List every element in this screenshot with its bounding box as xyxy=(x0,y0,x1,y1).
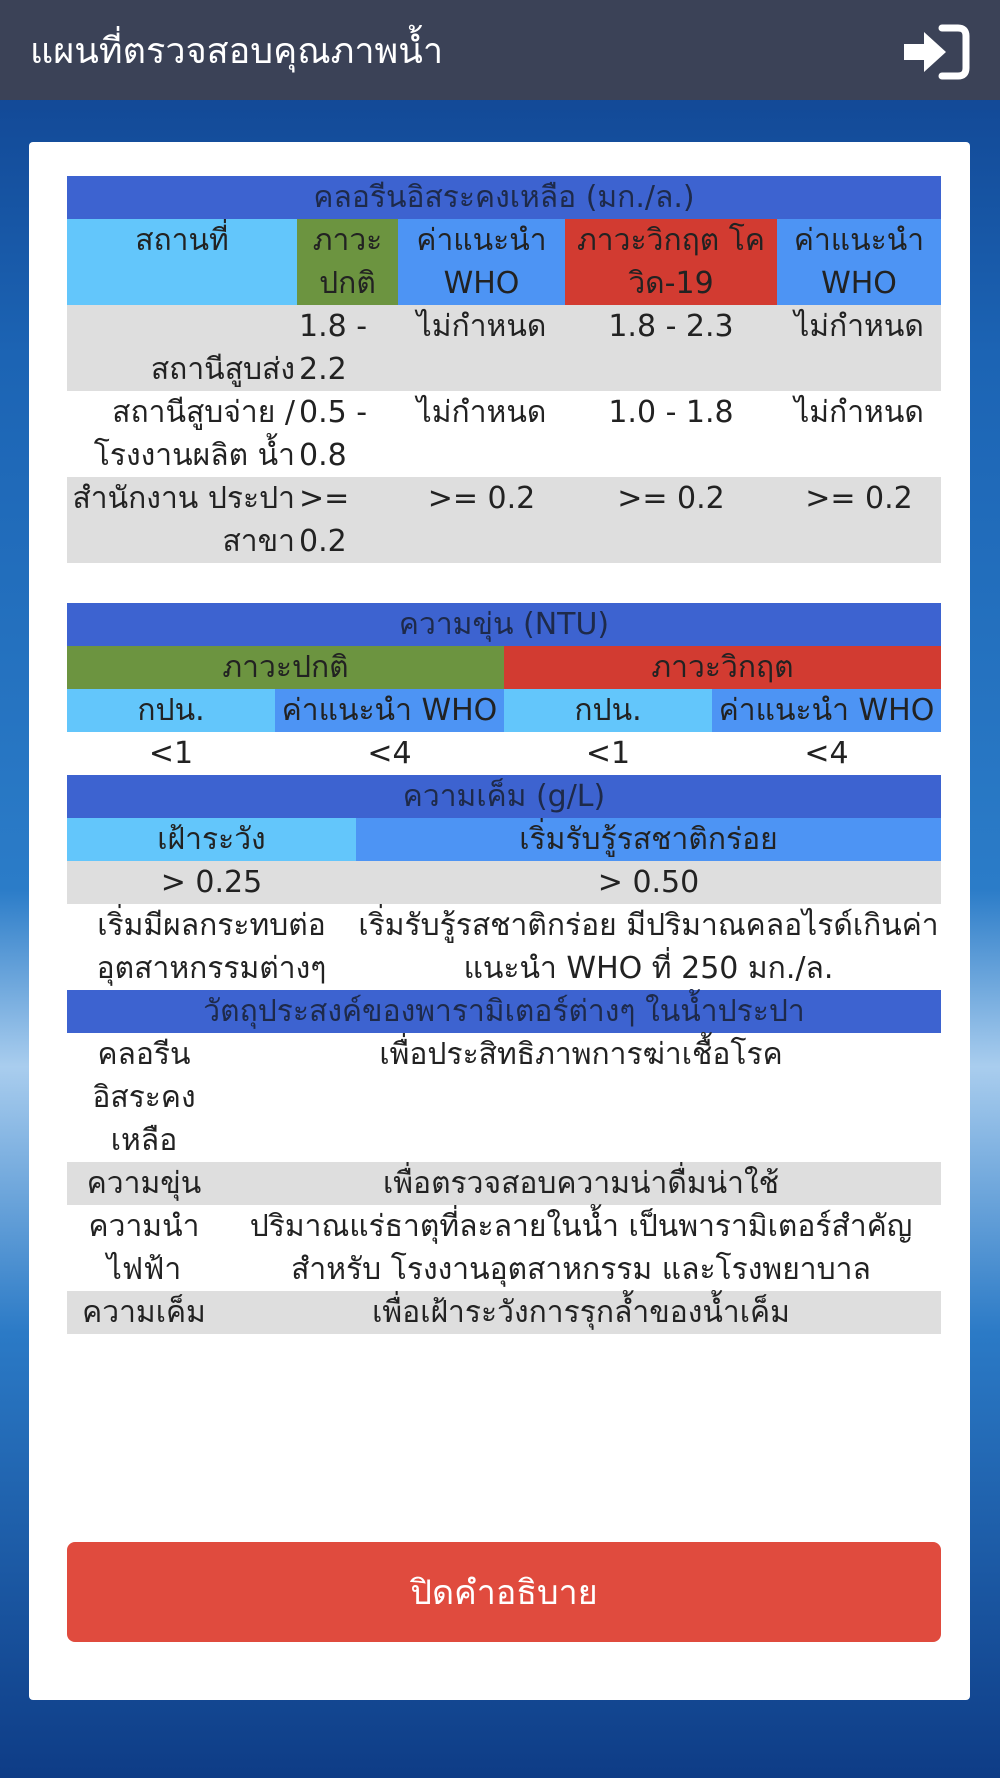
value-cell: > 0.50 xyxy=(356,861,941,904)
value-cell: ไม่กำหนด xyxy=(416,395,547,430)
param-cell: ความนำ ไฟฟ้า xyxy=(88,1209,200,1287)
value-cell: 1.8 - 2.3 xyxy=(565,305,777,391)
desc-cell: ปริมาณแร่ธาตุที่ละลายในน้ำ เป็นพารามิเตอร์สำคัญสำหรับ โรงงานอุตสาหกรรม และโรงพยาบาล xyxy=(249,1209,913,1287)
table-row xyxy=(67,1291,941,1334)
col-normal: ภาวะปกติ xyxy=(67,646,504,689)
place-cell: สถานีสูบจ่าย /โรงงานผลิต น้ำ xyxy=(93,395,295,473)
value-cell: 1.8 - 2.2 xyxy=(297,305,398,391)
desc-cell: เพื่อเฝ้าระวังการรุกล้ำของน้ำเค็ม xyxy=(221,1291,941,1334)
desc-cell: เพื่อประสิทธิภาพการฆ่าเชื้อโรค xyxy=(379,1037,783,1072)
explanation-card xyxy=(29,142,970,1700)
objectives-title: วัตถุประสงค์ของพารามิเตอร์ต่างๆ ในน้ำประปา xyxy=(67,990,941,1033)
table-row xyxy=(67,1162,941,1205)
col-crisis: ภาวะวิกฤต โควิด-19 xyxy=(565,219,777,305)
desc-cell: เริ่มรับรู้รสชาติกร่อย มีปริมาณคลอไรด์เกินค่าแนะนำ WHO ที่ 250 มก./ล. xyxy=(358,908,939,986)
col-watch: เฝ้าระวัง xyxy=(67,818,356,861)
value-cell: >= 0.2 xyxy=(565,477,777,563)
chlorine-title: คลอรีนอิสระคงเหลือ (มก./ล.) xyxy=(67,176,941,219)
value-cell: <4 xyxy=(804,736,849,771)
value-cell: 1.0 - 1.8 xyxy=(608,395,734,430)
col-mwa: กปน. xyxy=(67,689,275,732)
col-place: สถานที่ xyxy=(67,219,297,305)
table-row xyxy=(67,477,941,563)
table-row xyxy=(67,305,941,391)
table-row xyxy=(67,1205,941,1291)
param-cell: ความขุ่น xyxy=(67,1162,221,1205)
value-cell: >= 0.2 xyxy=(297,477,398,563)
value-cell: <4 xyxy=(367,736,412,771)
col-normal: ภาวะปกติ xyxy=(297,219,398,305)
table-row xyxy=(67,904,941,990)
value-cell: >= 0.2 xyxy=(398,477,565,563)
close-explanation-button[interactable]: ปิดคำอธิบาย xyxy=(67,1542,941,1642)
turbidity-table xyxy=(67,603,941,775)
salinity-title: ความเค็ม (g/L) xyxy=(67,775,941,818)
table-row xyxy=(67,1033,941,1162)
col-who: ค่าแนะนำ WHO xyxy=(275,689,504,732)
turbidity-title: ความขุ่น (NTU) xyxy=(67,603,941,646)
chlorine-table xyxy=(67,176,941,563)
value-cell: <1 xyxy=(585,736,631,771)
place-cell: สำนักงาน ประปาสาขา xyxy=(67,477,297,563)
col-brackish: เริ่มรับรู้รสชาติกร่อย xyxy=(356,818,941,861)
value-cell: 0.5 - 0.8 xyxy=(299,395,368,473)
col-who: ค่าแนะนำ WHO xyxy=(398,219,565,305)
table-row xyxy=(67,861,941,904)
table-row xyxy=(67,732,941,775)
top-bar xyxy=(0,0,1000,100)
desc-cell: เพื่อตรวจสอบความน่าดื่มน่าใช้ xyxy=(221,1162,941,1205)
col-crisis: ภาวะวิกฤต xyxy=(504,646,941,689)
col-who: ค่าแนะนำ WHO xyxy=(777,219,941,305)
value-cell: > 0.25 xyxy=(67,861,356,904)
value-cell: ไม่กำหนด xyxy=(794,395,924,430)
place-cell: สถานีสูบส่ง xyxy=(67,305,297,391)
value-cell: ไม่กำหนด xyxy=(777,305,941,391)
col-who: ค่าแนะนำ WHO xyxy=(712,689,941,732)
page-title: แผนที่ตรวจสอบคุณภาพน้ำ xyxy=(30,31,444,72)
sign-in-arrow-icon[interactable] xyxy=(900,24,970,80)
col-mwa: กปน. xyxy=(504,689,712,732)
value-cell: <1 xyxy=(148,736,194,771)
desc-cell: เริ่มมีผลกระทบต่อ อุตสาหกรรมต่างๆ xyxy=(96,908,327,986)
salinity-table xyxy=(67,775,941,990)
objectives-table xyxy=(67,990,941,1334)
param-cell: คลอรีน อิสระคง เหลือ xyxy=(92,1037,196,1158)
table-row xyxy=(67,391,941,477)
value-cell: ไม่กำหนด xyxy=(398,305,565,391)
value-cell: >= 0.2 xyxy=(777,477,941,563)
param-cell: ความเค็ม xyxy=(67,1291,221,1334)
